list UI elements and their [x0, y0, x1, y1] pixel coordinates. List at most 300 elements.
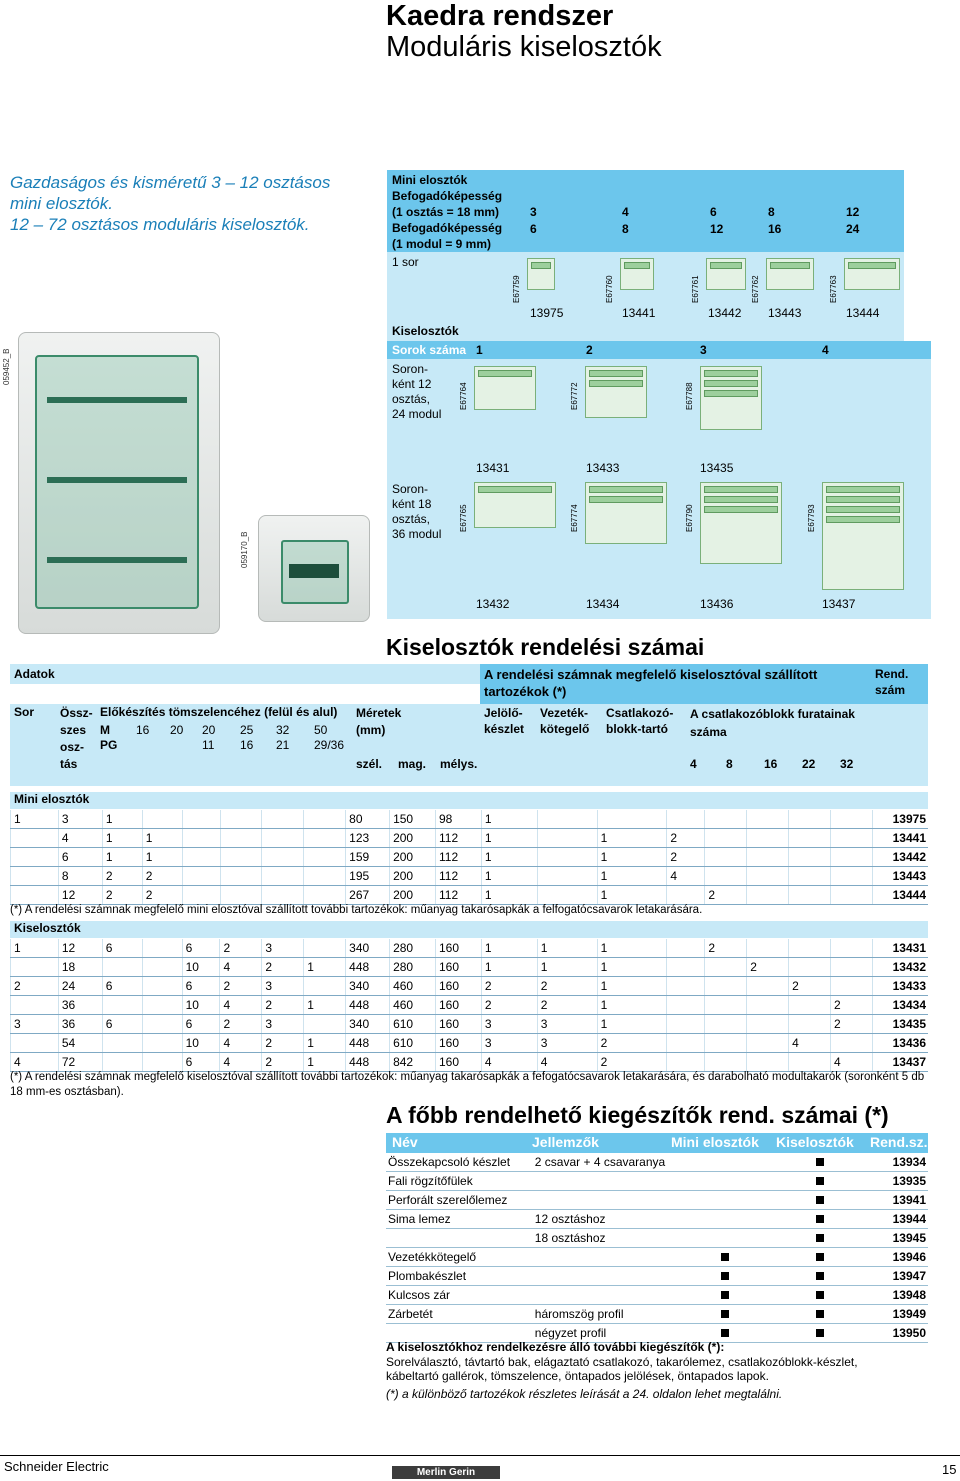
- table-cell: 123: [346, 829, 390, 848]
- label-line: osztás,: [392, 392, 431, 406]
- accessory-number: 13950: [863, 1324, 928, 1343]
- mini-title: Mini elosztók: [392, 173, 468, 187]
- table-cell: [830, 977, 872, 996]
- table-cell: [705, 848, 747, 867]
- col-osszes: Össz- szes osz- tás: [60, 706, 93, 771]
- footer-company: Schneider Electric: [4, 1459, 109, 1474]
- kisel-availability: [776, 1305, 864, 1324]
- cap1-label: Befogadóképesség: [392, 189, 503, 203]
- accessory-name: Kulcsos zár: [386, 1286, 533, 1305]
- available-marker-icon: [816, 1272, 824, 1280]
- label-line: ként 12: [392, 377, 432, 391]
- table-cell: 842: [390, 1053, 436, 1072]
- table-row: [11, 886, 929, 905]
- mini-availability: [672, 1172, 775, 1191]
- table-cell: [220, 829, 262, 848]
- table-cell: [667, 958, 705, 977]
- table-cell: 1: [481, 958, 537, 977]
- table-cell: [830, 848, 872, 867]
- table-cell: 2: [830, 996, 872, 1015]
- table-cell: [667, 1053, 705, 1072]
- col-csatl: Csatlakozó- blokk-tartó: [606, 706, 674, 736]
- table-cell: 112: [436, 886, 482, 905]
- table-cell: 2: [481, 996, 537, 1015]
- table-cell: [142, 977, 182, 996]
- ref-code: E67790: [685, 504, 694, 532]
- enclosure-door: [35, 355, 199, 609]
- order-number: 13435: [700, 461, 734, 475]
- kisel-title-bar: [387, 323, 904, 341]
- table-cell: [789, 810, 831, 829]
- accessory-row: [386, 1191, 928, 1210]
- brand-logo: Merlin Gerin: [392, 1466, 500, 1479]
- table-cell: [705, 1053, 747, 1072]
- table-cell: [142, 958, 182, 977]
- table-cell: 112: [436, 867, 482, 886]
- table-cell: 13442: [872, 848, 928, 867]
- table-cell: [830, 810, 872, 829]
- table-cell: 2: [262, 1034, 304, 1053]
- accessory-row: [386, 1305, 928, 1324]
- table-cell: 4: [830, 1053, 872, 1072]
- label-line: 36 modul: [392, 527, 442, 541]
- table-cell: [220, 867, 262, 886]
- table-cell: 1: [597, 1015, 667, 1034]
- furat-col: 22: [802, 757, 816, 771]
- col-jelolo: Jelölő- készlet: [484, 706, 525, 736]
- table-cell: [705, 1015, 747, 1034]
- kisel-section-bar: [10, 921, 928, 938]
- table-cell: 2: [262, 1053, 304, 1072]
- kisel-availability: [776, 1286, 864, 1305]
- table-cell: 3: [262, 977, 304, 996]
- table-cell: 460: [390, 977, 436, 996]
- table-cell: 1: [102, 829, 142, 848]
- mini-availability: [672, 1210, 775, 1229]
- m-value: 16: [136, 723, 150, 737]
- accessory-number: 13944: [863, 1210, 928, 1229]
- pg-value: 11: [202, 738, 215, 752]
- order-number: 13431: [476, 461, 510, 475]
- available-marker-icon: [721, 1291, 729, 1299]
- table-cell: [789, 867, 831, 886]
- accessory-feature: [533, 1267, 673, 1286]
- table-cell: 280: [390, 958, 436, 977]
- table-cell: [597, 810, 667, 829]
- table-cell: 1: [142, 829, 182, 848]
- accessory-feature: négyzet profil: [533, 1324, 673, 1343]
- table-cell: 2: [220, 939, 262, 958]
- accessory-name: Zárbetét: [386, 1305, 533, 1324]
- table-cell: 610: [390, 1034, 436, 1053]
- mini-section-bar: [10, 792, 928, 809]
- accessory-number: 13945: [863, 1229, 928, 1248]
- table-cell: [11, 829, 59, 848]
- cap1-unit: (1 osztás = 18 mm): [392, 205, 500, 219]
- rowcount-label: Sorok száma: [392, 343, 467, 357]
- table-cell: [667, 1034, 705, 1053]
- table-cell: [262, 848, 304, 867]
- table-cell: 1: [597, 829, 667, 848]
- acc-header: A rendelési számnak megfelelő kiselosztóval szállított tartozékok (*): [484, 667, 818, 699]
- table-row: [11, 829, 929, 848]
- table-cell: 200: [390, 848, 436, 867]
- group18-label: [392, 482, 441, 542]
- cap2-value: 8: [622, 222, 629, 236]
- order-number: 13975: [530, 306, 564, 320]
- table-cell: 4: [667, 867, 705, 886]
- table-cell: 1: [11, 810, 59, 829]
- table-cell: 10: [182, 996, 220, 1015]
- mini-footnote: (*) A rendelési számnak megfelelő mini elosztóval szállított további tartozékok: műanyag takarósapkák a felfogatócsavarok letakarására.: [10, 904, 703, 916]
- table-cell: [11, 958, 59, 977]
- table-cell: 1: [481, 939, 537, 958]
- accessory-feature: [533, 1172, 673, 1191]
- rowcount: 4: [822, 343, 829, 357]
- small-enclosure-image: [258, 515, 370, 622]
- table-cell: 1: [304, 1034, 346, 1053]
- kisel-availability: [776, 1210, 864, 1229]
- label-line: Soron-: [392, 362, 429, 376]
- table-cell: [705, 1034, 747, 1053]
- table-cell: 3: [58, 810, 102, 829]
- table-cell: [142, 1015, 182, 1034]
- hdr-mini: Mini elosztók: [671, 1134, 759, 1150]
- table-cell: 160: [436, 977, 482, 996]
- accessory-row: [386, 1153, 928, 1172]
- available-marker-icon: [816, 1196, 824, 1204]
- rowcount: 1: [476, 343, 483, 357]
- table-cell: [667, 939, 705, 958]
- table-cell: 280: [390, 939, 436, 958]
- kisel-section-label: Kiselosztók: [14, 921, 81, 935]
- extra-line: Sorelválasztó, távtartó bak, elágaztató csatlakozó, takarólemez, csatlakozóblokk-készlet,: [386, 1355, 858, 1369]
- table-cell: 1: [597, 958, 667, 977]
- intro-line: mini elosztók.: [10, 194, 113, 213]
- available-marker-icon: [721, 1310, 729, 1318]
- table-cell: [747, 829, 789, 848]
- orders-title: Kiselosztók rendelési számai: [386, 634, 705, 660]
- accessory-row: [386, 1267, 928, 1286]
- hdr-feat: Jellemzők: [532, 1134, 599, 1150]
- table-cell: [182, 867, 220, 886]
- col-pg: PG: [100, 738, 118, 752]
- ref-code: E67772: [570, 382, 579, 410]
- table-cell: 448: [346, 958, 390, 977]
- table-cell: [747, 810, 789, 829]
- extra-line: kábeltartó gallérok, tömszelence, öntapados jelölések, öntapados lapok.: [386, 1369, 769, 1383]
- table-cell: [830, 1034, 872, 1053]
- available-marker-icon: [816, 1215, 824, 1223]
- hdr-name: Név: [392, 1134, 418, 1150]
- table-cell: 13437: [872, 1053, 928, 1072]
- table-cell: 160: [436, 1053, 482, 1072]
- table-cell: 98: [436, 810, 482, 829]
- cap1-value: 3: [530, 205, 537, 219]
- rowcount: 3: [700, 343, 707, 357]
- available-marker-icon: [816, 1329, 824, 1337]
- cap1-value: 4: [622, 205, 629, 219]
- table-cell: 160: [436, 1034, 482, 1053]
- table-cell: [789, 848, 831, 867]
- col-mag: mag.: [398, 757, 427, 771]
- table-cell: 200: [390, 829, 436, 848]
- accessory-name: Fali rögzítőfülek: [386, 1172, 533, 1191]
- enclosure-drawing: [822, 482, 904, 590]
- table-cell: 8: [58, 867, 102, 886]
- table-cell: 1: [304, 958, 346, 977]
- cap2-value: 24: [846, 222, 860, 236]
- accessory-feature: [533, 1286, 673, 1305]
- enclosure-drawing: [474, 366, 536, 410]
- table-cell: 1: [481, 848, 537, 867]
- accessory-number: 13946: [863, 1248, 928, 1267]
- table-cell: [747, 939, 789, 958]
- table-cell: 4: [58, 829, 102, 848]
- enclosure-drawing: [585, 482, 667, 544]
- table-cell: 2: [142, 867, 182, 886]
- table-cell: 12: [58, 939, 102, 958]
- label-line: 24 modul: [392, 407, 442, 421]
- table-cell: 2: [789, 977, 831, 996]
- table-cell: [830, 829, 872, 848]
- accessory-feature: 12 osztáshoz: [533, 1210, 673, 1229]
- kisel-order-table: [10, 939, 928, 1072]
- accessory-name: Vezetékkötegelő: [386, 1248, 533, 1267]
- mini-availability: [672, 1153, 775, 1172]
- table-cell: [220, 848, 262, 867]
- table-cell: 2: [830, 1015, 872, 1034]
- available-marker-icon: [721, 1253, 729, 1261]
- mini-enclosure-drawing: [844, 258, 900, 290]
- table-cell: 4: [537, 1053, 597, 1072]
- m-value: 20: [202, 723, 216, 737]
- table-cell: 1: [102, 848, 142, 867]
- accessory-number: 13947: [863, 1267, 928, 1286]
- table-cell: 4: [220, 1034, 262, 1053]
- table-cell: [304, 886, 346, 905]
- table-cell: 150: [390, 810, 436, 829]
- table-cell: 72: [58, 1053, 102, 1072]
- table-cell: 6: [182, 1015, 220, 1034]
- table-row: [11, 958, 929, 977]
- cap2-value: 6: [530, 222, 537, 236]
- table-row: [11, 848, 929, 867]
- pg-value: 16: [240, 738, 254, 752]
- pg-value: 21: [276, 738, 290, 752]
- table-cell: 1: [481, 810, 537, 829]
- available-marker-icon: [721, 1329, 729, 1337]
- m-value: 20: [170, 723, 184, 737]
- table-cell: [667, 810, 705, 829]
- accessories-footnote: (*) a különböző tartozékok részletes leírását a 24. oldalon lehet megtalálni.: [386, 1387, 783, 1401]
- table-cell: 36: [58, 1015, 102, 1034]
- rowcount: 2: [586, 343, 593, 357]
- table-cell: 2: [102, 867, 142, 886]
- accessory-row: [386, 1210, 928, 1229]
- table-cell: 2: [262, 996, 304, 1015]
- table-cell: 3: [537, 1015, 597, 1034]
- table-cell: 10: [182, 958, 220, 977]
- table-cell: 80: [346, 810, 390, 829]
- table-cell: 1: [481, 829, 537, 848]
- label-line: Soron-: [392, 482, 429, 496]
- table-cell: [262, 810, 304, 829]
- kisel-footnote: (*) A rendelési számnak megfelelő kiselosztóval szállított további tartozékok: műanyag takarósapkák a fefogatócsavarok letakarására, és darabolható modultakarók (soronként 5 db 18 mm-es osztásban).: [10, 1071, 925, 1098]
- order-number: 13441: [622, 306, 656, 320]
- accessory-name: Összekapcsoló készlet: [386, 1153, 533, 1172]
- table-cell: [182, 848, 220, 867]
- accessories-table: [386, 1153, 928, 1343]
- col-elokeszites: Előkészítés tömszelencéhez (felül és alul): [100, 705, 338, 719]
- table-cell: 13434: [872, 996, 928, 1015]
- table-cell: 13975: [872, 810, 928, 829]
- table-cell: [789, 958, 831, 977]
- table-cell: [747, 886, 789, 905]
- kisel-availability: [776, 1248, 864, 1267]
- m-value: 50: [314, 723, 328, 737]
- table-cell: 1: [102, 810, 142, 829]
- ref-code: E67788: [685, 382, 694, 410]
- table-cell: 1: [597, 886, 667, 905]
- table-cell: [11, 886, 59, 905]
- table-cell: [11, 848, 59, 867]
- page-title: Kaedra rendszer: [386, 0, 614, 32]
- cap2-unit: (1 modul = 9 mm): [392, 237, 492, 251]
- table-cell: [182, 886, 220, 905]
- table-cell: [747, 848, 789, 867]
- mini-section-label: Mini elosztók: [14, 792, 90, 806]
- table-cell: 1: [597, 977, 667, 996]
- table-cell: 13443: [872, 867, 928, 886]
- mini-availability: [672, 1305, 775, 1324]
- cap2-value: 12: [710, 222, 724, 236]
- table-cell: 2: [597, 1034, 667, 1053]
- table-cell: [102, 1053, 142, 1072]
- table-cell: [102, 996, 142, 1015]
- photo-code: 059452_B: [2, 348, 11, 385]
- order-number: 13432: [476, 597, 510, 611]
- table-cell: [830, 958, 872, 977]
- table-cell: 13432: [872, 958, 928, 977]
- furat-col: 8: [726, 757, 733, 771]
- available-marker-icon: [816, 1291, 824, 1299]
- order-number: 13434: [586, 597, 620, 611]
- table-cell: [537, 867, 597, 886]
- table-cell: 448: [346, 996, 390, 1015]
- table-cell: [304, 810, 346, 829]
- ref-code: E67774: [570, 504, 579, 532]
- table-cell: 1: [304, 1053, 346, 1072]
- cap1-value: 6: [710, 205, 717, 219]
- table-cell: [102, 1034, 142, 1053]
- table-cell: [142, 1034, 182, 1053]
- table-cell: 6: [182, 939, 220, 958]
- table-cell: 3: [262, 939, 304, 958]
- table-cell: [705, 977, 747, 996]
- table-cell: 1: [597, 939, 667, 958]
- available-marker-icon: [816, 1177, 824, 1185]
- mini-order-table: [10, 810, 928, 905]
- ref-code: E67761: [691, 275, 700, 303]
- table-cell: [747, 977, 789, 996]
- mini-enclosure-drawing: [766, 258, 814, 290]
- table-cell: [304, 829, 346, 848]
- table-cell: [705, 996, 747, 1015]
- label-line: osztás,: [392, 512, 431, 526]
- accessory-feature: 18 osztáshoz: [533, 1229, 673, 1248]
- table-row: [11, 977, 929, 996]
- table-cell: 3: [481, 1034, 537, 1053]
- table-row: [11, 1034, 929, 1053]
- ref-code: E67765: [459, 504, 468, 532]
- table-cell: 2: [142, 886, 182, 905]
- col-sor: Sor: [14, 705, 35, 719]
- table-cell: [705, 867, 747, 886]
- furat-col: 4: [690, 757, 697, 771]
- table-cell: [304, 939, 346, 958]
- ref-code: E67762: [751, 275, 760, 303]
- page-number: 15: [942, 1462, 957, 1477]
- available-marker-icon: [816, 1158, 824, 1166]
- ref-code: E67763: [829, 275, 838, 303]
- col-melys: mélys.: [440, 757, 478, 771]
- furat-col: 16: [764, 757, 778, 771]
- table-cell: 2: [597, 1053, 667, 1072]
- kisel-availability: [776, 1229, 864, 1248]
- accessory-number: 13941: [863, 1191, 928, 1210]
- table-cell: 4: [220, 1053, 262, 1072]
- col-m: M: [100, 723, 110, 737]
- table-cell: 4: [220, 958, 262, 977]
- cap2-value: 16: [768, 222, 782, 236]
- rend-header: Rend. szám: [875, 667, 909, 697]
- table-cell: [747, 1034, 789, 1053]
- table-cell: 1: [597, 996, 667, 1015]
- table-cell: 160: [436, 1015, 482, 1034]
- accessory-row: [386, 1248, 928, 1267]
- table-cell: 3: [537, 1034, 597, 1053]
- table-cell: 2: [220, 977, 262, 996]
- table-cell: [705, 829, 747, 848]
- table-cell: 1: [597, 867, 667, 886]
- enclosure-drawing: [700, 366, 762, 430]
- table-cell: [747, 1053, 789, 1072]
- table-cell: 4: [220, 996, 262, 1015]
- table-cell: [102, 958, 142, 977]
- table-cell: [11, 996, 59, 1015]
- enclosure-drawing: [474, 482, 556, 528]
- enclosure-door: [281, 540, 349, 604]
- table-row: [11, 1015, 929, 1034]
- accessory-number: 13934: [863, 1153, 928, 1172]
- order-number: 13444: [846, 306, 880, 320]
- table-cell: [789, 939, 831, 958]
- table-cell: 340: [346, 1015, 390, 1034]
- table-cell: [220, 886, 262, 905]
- table-cell: 448: [346, 1034, 390, 1053]
- accessory-feature: 2 csavar + 4 csavaranya: [533, 1153, 673, 1172]
- col-meretek: Méretek (mm): [356, 706, 402, 737]
- table-cell: [537, 829, 597, 848]
- photo-code: 059170_B: [240, 531, 249, 568]
- furat-col: 32: [840, 757, 854, 771]
- mini-enclosure-drawing: [706, 258, 746, 290]
- table-cell: [304, 977, 346, 996]
- kisel-availability: [776, 1153, 864, 1172]
- hdr-num: Rend.sz.: [870, 1134, 928, 1150]
- table-cell: 3: [481, 1015, 537, 1034]
